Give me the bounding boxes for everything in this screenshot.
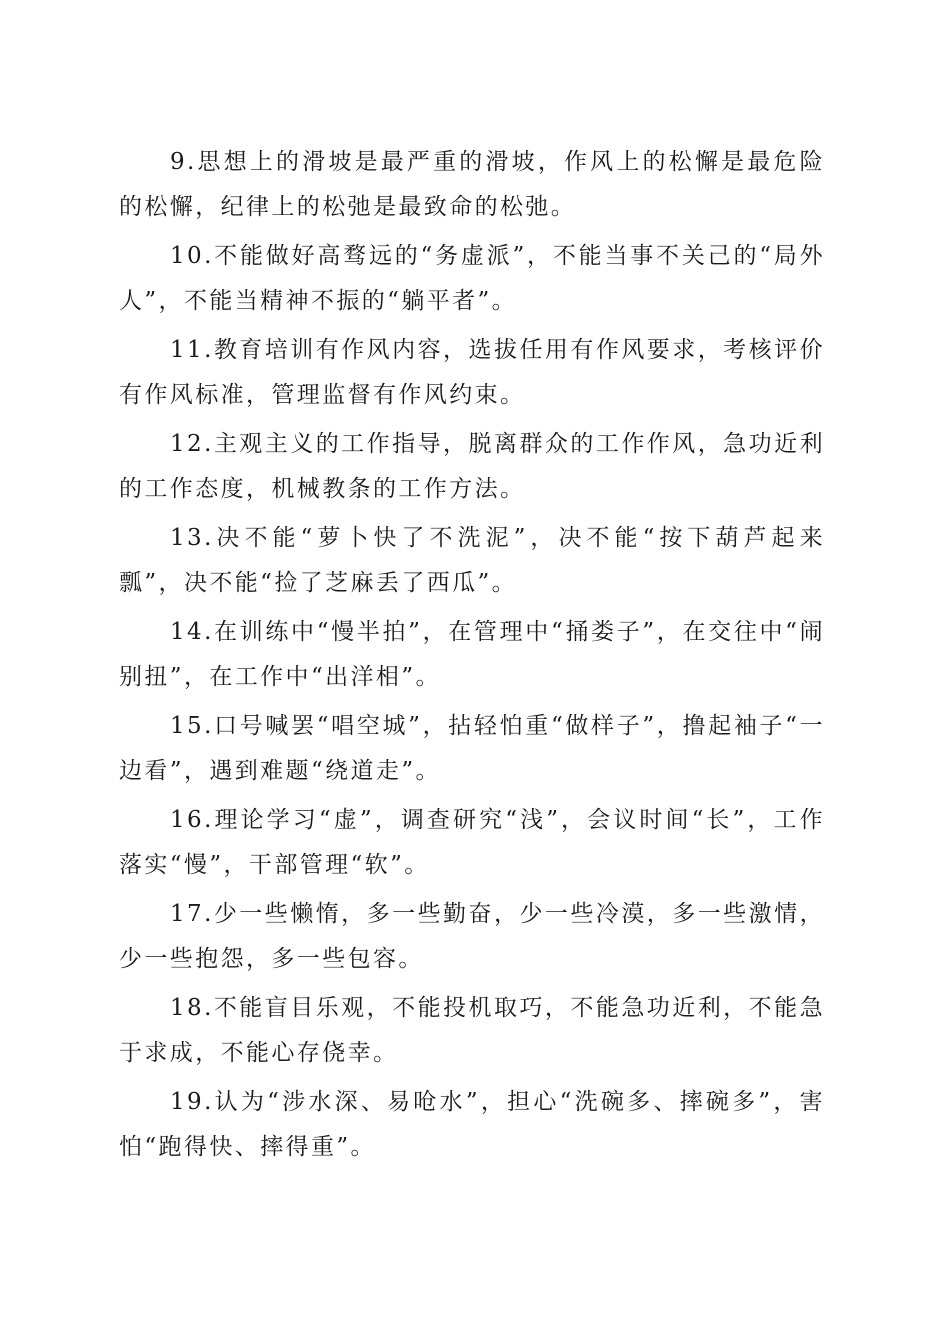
paragraph-item-15: 15.口号喊罢“唱空城”，拈轻怕重“做样子”，撸起袖子“一边看”，遇到难题“绕道走”。	[119, 713, 825, 784]
paragraph-item-11: 11.教育培训有作风内容，选拔任用有作风要求，考核评价有作风标准，管理监督有作风约束。	[119, 337, 825, 408]
paragraph-item-16: 16.理论学习“虚”，调查研究“浅”，会议时间“长”，工作落实“慢”，干部管理“软”。	[119, 807, 825, 878]
paragraph-item-18: 18.不能盲目乐观，不能投机取巧，不能急功近利，不能急于求成，不能心存侥幸。	[119, 995, 825, 1066]
paragraph-item-9: 9.思想上的滑坡是最严重的滑坡，作风上的松懈是最危险的松懈，纪律上的松弛是最致命的松弛。	[119, 149, 825, 220]
paragraph-item-13: 13.决不能“萝卜快了不洗泥”，决不能“按下葫芦起来瓢”，决不能“捡了芝麻丢了西瓜”。	[119, 525, 825, 596]
paragraph-item-17: 17.少一些懒惰，多一些勤奋，少一些冷漠，多一些激情，少一些抱怨，多一些包容。	[119, 901, 825, 972]
paragraph-item-12: 12.主观主义的工作指导，脱离群众的工作作风，急功近利的工作态度，机械教条的工作方法。	[119, 431, 825, 502]
paragraph-item-14: 14.在训练中“慢半拍”，在管理中“捅娄子”，在交往中“闹别扭”，在工作中“出洋相”。	[119, 619, 825, 690]
paragraph-item-19: 19.认为“涉水深、易呛水”，担心“洗碗多、摔碗多”，害怕“跑得快、摔得重”。	[119, 1089, 825, 1160]
paragraph-item-10: 10.不能做好高骛远的“务虚派”，不能当事不关己的“局外人”，不能当精神不振的“躺平者”。	[119, 243, 825, 314]
document-body	[119, 140, 825, 1174]
